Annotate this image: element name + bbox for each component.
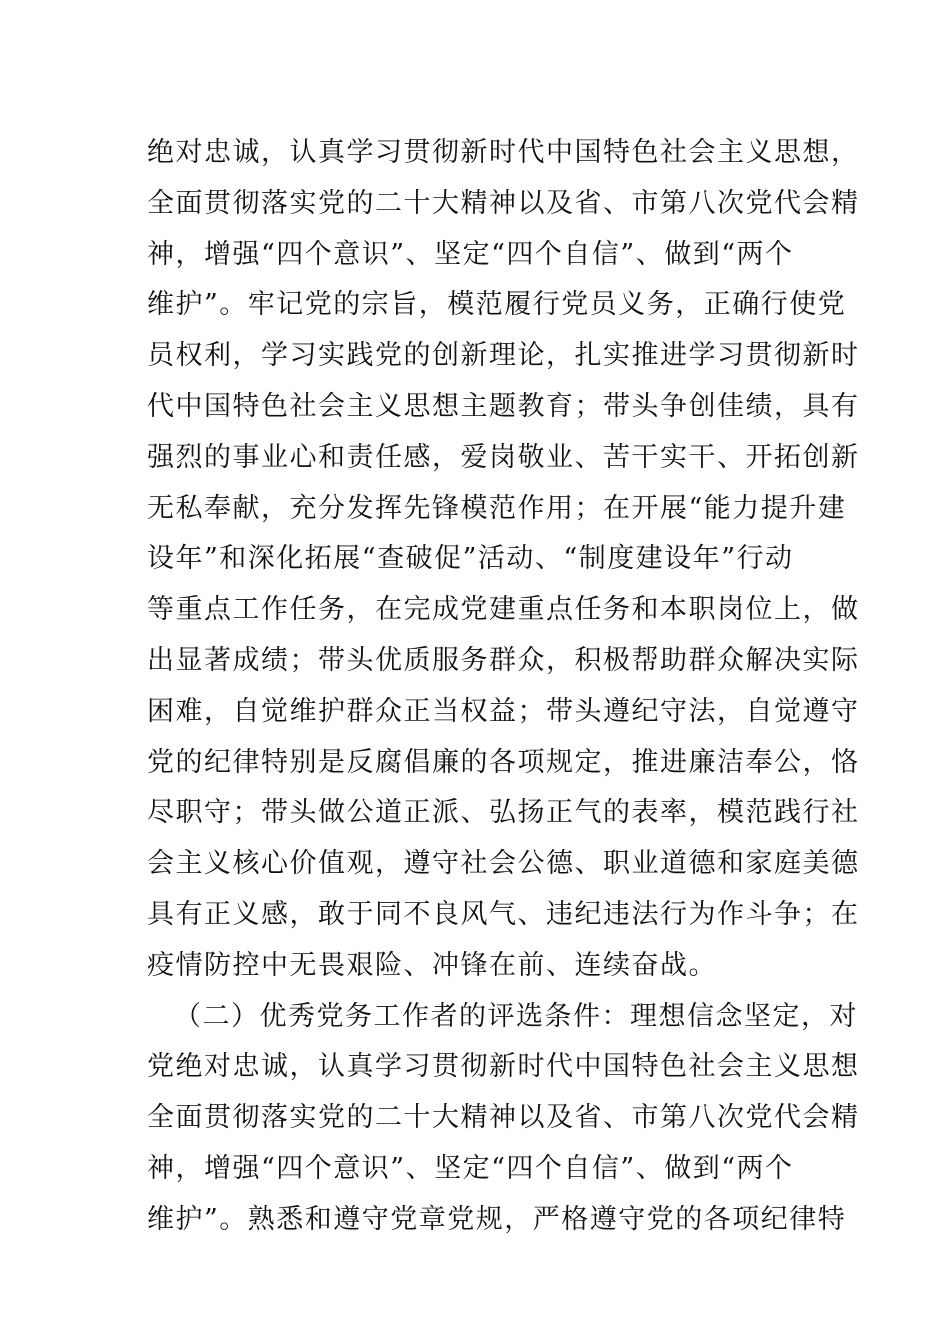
section-heading-line: （二）优秀党务工作者的评选条件：理想信念坚定，对 <box>174 1000 858 1032</box>
text-line: 具有正义感，敢于同不良风气、违纪违法行为作斗争；在 <box>147 898 860 930</box>
text-line: 困难，自觉维护群众正当权益；带头遵纪守法，自觉遵守 <box>147 695 860 727</box>
text-line: 党的纪律特别是反腐倡廉的各项规定，推进廉洁奉公，恪 <box>147 746 860 778</box>
text-line: 全面贯彻落实党的二十大精神以及省、市第八次党代会精 <box>147 187 860 219</box>
text-line: 会主义核心价值观，遵守社会公德、职业道德和家庭美德 <box>147 848 860 880</box>
text-line: 员权利，学习实践党的创新理论，扎实推进学习贯彻新时 <box>147 340 860 372</box>
text-line: 尽职守；带头做公道正派、弘扬正气的表率，模范践行社 <box>147 797 860 829</box>
text-line: 设年”和深化拓展“查破促”活动、“制度建设年”行动 <box>147 543 794 575</box>
text-line: 绝对忠诚，认真学习贯彻新时代中国特色社会主义思想， <box>147 137 860 168</box>
text-line: 强烈的事业心和责任感，爱岗敬业、苦干实干、开拓创新 <box>147 441 860 473</box>
text-line: 维护”。熟悉和遵守党章党规，严格遵守党的各项纪律特 <box>147 1203 847 1235</box>
text-line: 疫情防控中无畏艰险、冲锋在前、连续奋战。 <box>147 949 717 981</box>
text-line: 无私奉献，充分发挥先锋模范作用；在开展“能力提升建 <box>147 492 847 524</box>
text-line: 神，增强“四个意识”、坚定“四个自信”、做到“两个 <box>147 1152 794 1184</box>
text-line: 代中国特色社会主义思想主题教育；带头争创佳绩，具有 <box>147 390 860 422</box>
text-line: 全面贯彻落实党的二十大精神以及省、市第八次党代会精 <box>147 1102 860 1134</box>
body-text <box>147 128 860 1246</box>
text-line: 等重点工作任务，在完成党建重点任务和本职岗位上，做 <box>147 594 860 626</box>
text-line: 党绝对忠诚，认真学习贯彻新时代中国特色社会主义思想 <box>147 1051 860 1083</box>
text-line: 出显著成绩；带头优质服务群众，积极帮助群众解决实际 <box>147 644 860 676</box>
text-line: 维护”。牢记党的宗旨，模范履行党员义务，正确行使党 <box>147 289 847 321</box>
text-line: 神，增强“四个意识”、坚定“四个自信”、做到“两个 <box>147 238 794 270</box>
